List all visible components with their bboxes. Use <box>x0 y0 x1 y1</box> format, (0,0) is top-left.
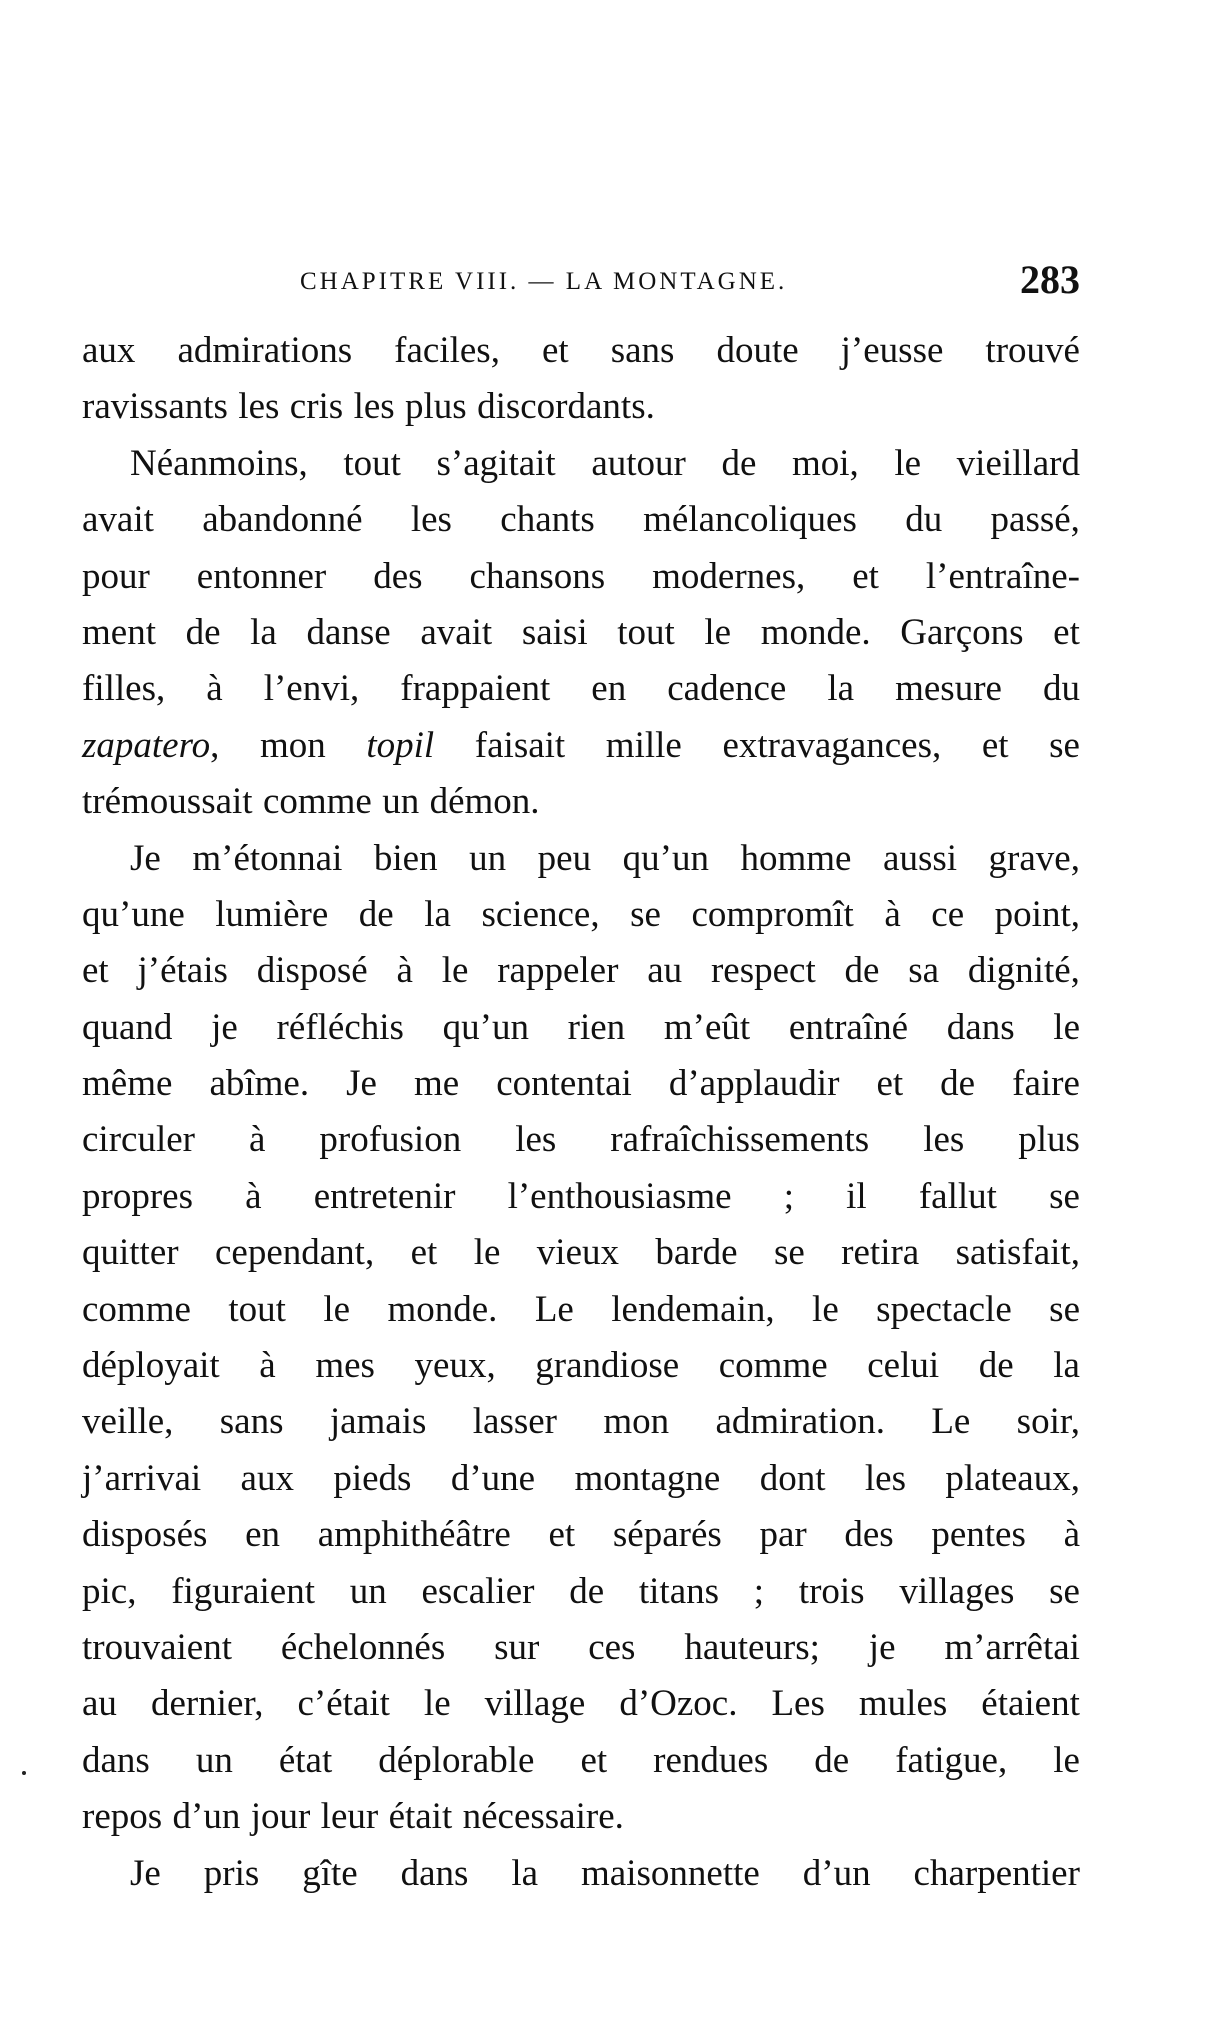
word: s’agitait <box>436 442 556 484</box>
word: à <box>248 1119 266 1161</box>
word: grave, <box>988 837 1080 879</box>
word: cadence <box>667 668 787 710</box>
word: propres <box>82 1175 193 1217</box>
text-line <box>82 1620 1080 1676</box>
word: monde. <box>760 611 871 653</box>
word: vieillard <box>956 442 1080 484</box>
text-line <box>82 1282 1080 1338</box>
word: hauteurs; <box>684 1626 820 1668</box>
word: était <box>388 1796 453 1838</box>
word: point, <box>994 893 1080 935</box>
word: zapatero, <box>82 724 220 766</box>
word: mon <box>603 1401 670 1443</box>
word: d’une <box>450 1457 536 1499</box>
word: pic, <box>82 1570 137 1612</box>
word: étaient <box>981 1683 1080 1725</box>
page-number: 283 <box>1020 257 1080 302</box>
running-head <box>80 256 1080 306</box>
word: fatigue, <box>895 1739 1008 1781</box>
word: le <box>1053 1739 1080 1781</box>
word: mon <box>259 724 326 766</box>
word: je <box>868 1626 896 1668</box>
word: le <box>441 950 469 992</box>
word: déplorable <box>378 1739 535 1781</box>
word: ; <box>783 1175 795 1217</box>
word: lasser <box>472 1401 557 1443</box>
text-line <box>82 1846 1080 1902</box>
word: fallut <box>918 1175 997 1217</box>
word: en <box>245 1514 281 1556</box>
word: de <box>721 442 757 484</box>
word: un <box>195 1739 233 1781</box>
word: trouvaient <box>82 1626 233 1668</box>
word: même <box>82 1063 173 1105</box>
text-line <box>82 1056 1080 1112</box>
word: mélancoliques <box>643 499 857 541</box>
word: chansons <box>469 555 606 597</box>
word: chants <box>500 499 595 541</box>
word: j’étais <box>137 950 228 992</box>
word: d’un <box>172 1796 241 1838</box>
word: rien <box>567 1006 626 1048</box>
word: Je <box>130 837 161 879</box>
word: respect <box>710 950 816 992</box>
word: plus <box>1018 1119 1080 1161</box>
word: m’eût <box>663 1006 751 1048</box>
word: filles, <box>82 668 166 710</box>
word: se <box>773 1232 805 1274</box>
word: cependant, <box>214 1232 375 1274</box>
word: jour <box>250 1796 311 1838</box>
word: qu’un <box>442 1006 529 1048</box>
word: monde. <box>387 1288 498 1330</box>
word: retira <box>841 1232 920 1274</box>
word: c’était <box>297 1683 390 1725</box>
text-line <box>82 1338 1080 1394</box>
word: et <box>981 724 1009 766</box>
word: science, <box>481 893 600 935</box>
word: se <box>1049 724 1080 766</box>
word: ment <box>82 611 156 653</box>
word: lendemain, <box>611 1288 775 1330</box>
word: qu’un <box>622 837 709 879</box>
word: se <box>1049 1175 1080 1217</box>
word: abandonné <box>202 499 363 541</box>
word: la <box>1053 1345 1080 1387</box>
word: figuraient <box>171 1570 316 1612</box>
word: villages <box>899 1570 1015 1612</box>
word: sur <box>494 1626 540 1668</box>
word: les <box>923 1119 965 1161</box>
word: grandiose <box>535 1345 680 1387</box>
word: le <box>812 1288 839 1330</box>
word: en <box>591 668 627 710</box>
text-line <box>82 1564 1080 1620</box>
word: et <box>548 1514 576 1556</box>
word: d’applaudir <box>668 1063 840 1105</box>
word: vieux <box>536 1232 619 1274</box>
word: autour <box>591 442 686 484</box>
word: un <box>349 1570 387 1612</box>
word: se <box>630 893 661 935</box>
word: ces <box>588 1626 636 1668</box>
word: de <box>814 1739 850 1781</box>
word: lumière <box>215 893 329 935</box>
word: maisonnette <box>581 1852 760 1894</box>
word: de <box>185 611 221 653</box>
text-line <box>82 379 1080 435</box>
margin-mark <box>22 1771 26 1775</box>
word: et <box>580 1739 608 1781</box>
word: l’enthousiasme <box>507 1175 732 1217</box>
word: état <box>278 1739 333 1781</box>
text-line <box>82 718 1080 774</box>
word: rafraîchissements <box>610 1119 870 1161</box>
word: rappeler <box>497 950 619 992</box>
word: mules <box>858 1683 948 1725</box>
word: disposé <box>256 950 368 992</box>
word: ; <box>753 1570 765 1612</box>
word: à <box>884 893 901 935</box>
word: les <box>238 386 280 428</box>
word: Garçons <box>900 611 1024 653</box>
word: échelonnés <box>280 1626 446 1668</box>
text-line <box>82 1451 1080 1507</box>
text-line <box>82 1733 1080 1789</box>
word: dernier, <box>150 1683 264 1725</box>
word: cris <box>289 386 344 428</box>
word: de <box>844 950 880 992</box>
word: celui <box>867 1345 940 1387</box>
word: plateaux, <box>945 1457 1080 1499</box>
word: de <box>940 1063 976 1105</box>
word: veille, <box>82 1401 174 1443</box>
word: se <box>1049 1570 1080 1612</box>
text-line <box>82 661 1080 717</box>
word: aussi <box>883 837 958 879</box>
word: moi, <box>791 442 859 484</box>
body-text <box>82 323 1080 1902</box>
word: trouvé <box>985 330 1080 371</box>
word: danse <box>306 611 391 653</box>
word: et <box>876 1063 904 1105</box>
word: la <box>424 893 451 935</box>
text-line <box>82 1394 1080 1450</box>
word: de <box>358 893 394 935</box>
word: séparés <box>612 1514 722 1556</box>
word: un <box>469 837 507 879</box>
word: dignité, <box>967 950 1080 992</box>
word: circuler <box>82 1119 195 1161</box>
word: la <box>511 1852 539 1894</box>
word: avait <box>420 611 493 653</box>
word: ce <box>931 893 965 935</box>
word: soir, <box>1016 1401 1080 1443</box>
text-line <box>82 492 1080 548</box>
text-line <box>82 1000 1080 1056</box>
word: frappaient <box>400 668 551 710</box>
word: saisi <box>521 611 588 653</box>
word: peu <box>537 837 592 879</box>
word: de <box>978 1345 1014 1387</box>
word: les <box>864 1457 906 1499</box>
word: et <box>852 555 879 597</box>
text-line <box>82 323 1080 379</box>
word: satisfait, <box>955 1232 1080 1274</box>
word: sans <box>610 330 675 371</box>
word: un <box>382 781 420 823</box>
word: Le <box>931 1401 971 1443</box>
word: au <box>82 1683 117 1725</box>
word: les <box>353 386 395 428</box>
word: au <box>647 950 683 992</box>
word: déployait <box>82 1345 220 1387</box>
word: du <box>1042 668 1080 710</box>
word: m’arrêtai <box>944 1626 1080 1668</box>
word: disposés <box>82 1514 208 1556</box>
word: l’envi, <box>263 668 360 710</box>
text-line <box>82 1789 1080 1845</box>
word: tout <box>228 1288 286 1330</box>
word: contentai <box>496 1063 632 1105</box>
text-line <box>82 1676 1080 1732</box>
word: bien <box>373 837 438 879</box>
word: à <box>245 1175 262 1217</box>
word: comme <box>262 781 372 823</box>
word: le <box>323 1288 351 1330</box>
word: à <box>206 668 223 710</box>
chapter-title: CHAPITRE VIII. — LA MONTAGNE. <box>300 268 788 295</box>
word: démon. <box>429 781 540 823</box>
word: à <box>396 950 413 992</box>
word: les <box>515 1119 557 1161</box>
word: discordants. <box>477 386 655 428</box>
word: le <box>423 1683 451 1725</box>
word: amphithéâtre <box>317 1514 511 1556</box>
word: et <box>1053 611 1080 653</box>
word: me <box>413 1063 460 1105</box>
word: mesure <box>895 668 1002 710</box>
word: je <box>211 1006 238 1048</box>
word: qu’une <box>82 893 185 935</box>
word: la <box>250 611 277 653</box>
word: dans <box>82 1739 150 1781</box>
word: spectacle <box>876 1288 1012 1330</box>
word: des <box>844 1514 894 1556</box>
word: et <box>541 330 569 371</box>
word: barde <box>655 1232 738 1274</box>
word: tout <box>343 442 401 484</box>
word: m’étonnai <box>192 837 343 879</box>
text-line <box>82 774 1080 830</box>
word: sa <box>908 950 940 992</box>
word: aux <box>82 330 136 371</box>
word: et <box>82 950 109 992</box>
word: profusion <box>319 1119 462 1161</box>
word: à <box>1063 1514 1080 1556</box>
word: Je <box>346 1063 377 1105</box>
word: pour <box>82 555 150 597</box>
word: j’arrivai <box>82 1457 202 1499</box>
word: entonner <box>196 555 327 597</box>
text-line <box>82 549 1080 605</box>
word: passé, <box>990 499 1080 541</box>
word: Les <box>771 1683 825 1725</box>
text-line <box>82 1225 1080 1281</box>
word: avait <box>82 499 154 541</box>
word: le <box>473 1232 501 1274</box>
word: escalier <box>421 1570 535 1612</box>
word: gîte <box>302 1852 358 1894</box>
text-line <box>82 1112 1080 1168</box>
word: village <box>484 1683 586 1725</box>
word: faire <box>1012 1063 1080 1105</box>
text-line <box>82 887 1080 943</box>
word: tout <box>617 611 675 653</box>
word: dont <box>759 1457 826 1499</box>
word: mes <box>315 1345 375 1387</box>
word: leur <box>320 1796 379 1838</box>
word: ravissants <box>82 386 228 428</box>
word: comme <box>718 1345 828 1387</box>
word: trémoussait <box>82 781 253 823</box>
word: charpentier <box>913 1852 1080 1894</box>
word: entretenir <box>313 1175 456 1217</box>
word: compromît <box>691 893 854 935</box>
word: plus <box>405 386 467 428</box>
word: entraîné <box>788 1006 909 1048</box>
word: le <box>704 611 732 653</box>
word: l’entraîne- <box>925 555 1080 597</box>
word: la <box>827 668 855 710</box>
word: repos <box>82 1796 163 1838</box>
word: yeux, <box>414 1345 496 1387</box>
word: topil <box>366 724 435 766</box>
word: admiration. <box>715 1401 885 1443</box>
word: abîme. <box>209 1063 310 1105</box>
word: se <box>1049 1288 1080 1330</box>
word: pieds <box>333 1457 412 1499</box>
word: aux <box>240 1457 294 1499</box>
word: trois <box>798 1570 865 1612</box>
word: comme <box>82 1288 191 1330</box>
word: j’eusse <box>840 330 944 371</box>
word: d’un <box>802 1852 871 1894</box>
word: le <box>1053 1006 1080 1048</box>
word: à <box>259 1345 276 1387</box>
word: il <box>846 1175 867 1217</box>
word: modernes, <box>652 555 806 597</box>
word: dans <box>400 1852 469 1894</box>
word: mille <box>605 724 682 766</box>
word: doute <box>716 330 799 371</box>
text-line <box>82 943 1080 999</box>
word: de <box>569 1570 605 1612</box>
word: et <box>410 1232 438 1274</box>
word: réfléchis <box>276 1006 404 1048</box>
word: par <box>759 1514 807 1556</box>
word: admirations <box>177 330 353 371</box>
text-line <box>82 831 1080 887</box>
word: pris <box>203 1852 260 1894</box>
word: pentes <box>931 1514 1026 1556</box>
word: Le <box>534 1288 574 1330</box>
word: le <box>894 442 922 484</box>
word: les <box>410 499 452 541</box>
word: Je <box>130 1852 161 1894</box>
word: dans <box>946 1006 1015 1048</box>
word: faciles, <box>394 330 500 371</box>
word: des <box>373 555 423 597</box>
text-line <box>82 1507 1080 1563</box>
word: d’Ozoc. <box>619 1683 738 1725</box>
word: faisait <box>474 724 566 766</box>
text-line <box>82 1169 1080 1225</box>
word: rendues <box>653 1739 769 1781</box>
word: jamais <box>329 1401 427 1443</box>
word: nécessaire. <box>462 1796 624 1838</box>
word: sans <box>219 1401 284 1443</box>
word: quand <box>82 1006 173 1048</box>
word: quitter <box>82 1232 179 1274</box>
word: montagne <box>574 1457 721 1499</box>
word: extravagances, <box>722 724 942 766</box>
word: Néanmoins, <box>130 442 308 484</box>
text-line <box>82 605 1080 661</box>
text-line <box>82 436 1080 492</box>
word: homme <box>740 837 852 879</box>
word: titans <box>638 1570 720 1612</box>
word: du <box>905 499 943 541</box>
